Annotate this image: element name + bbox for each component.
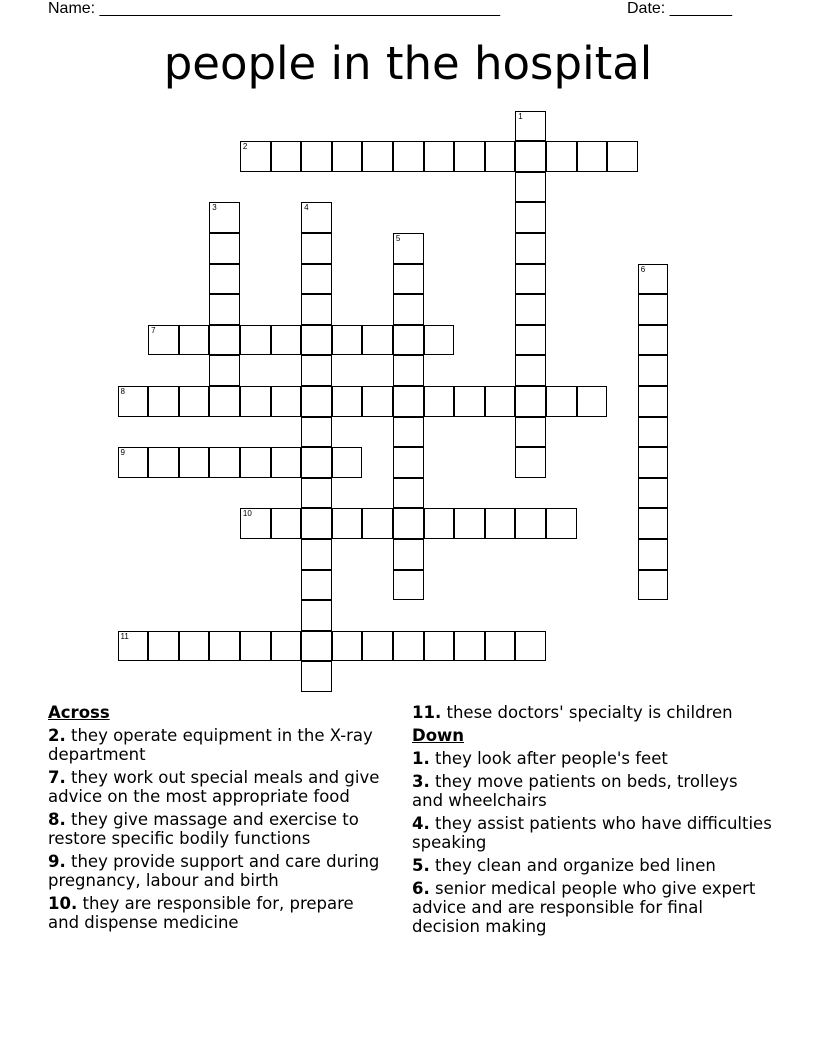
crossword-cell[interactable] <box>393 539 424 570</box>
clue-down-1 <box>412 749 772 768</box>
crossword-cell[interactable] <box>485 386 516 417</box>
clue-text: they move patients on beds, trolleys and wheelchairs <box>412 772 738 810</box>
crossword-cell[interactable] <box>638 539 669 570</box>
clue-number: 1. <box>412 749 430 768</box>
crossword-cell[interactable] <box>424 508 455 539</box>
cell-number: 4 <box>304 203 309 213</box>
crossword-cell[interactable] <box>546 141 577 172</box>
crossword-cell[interactable] <box>393 264 424 295</box>
down-clues <box>412 703 772 940</box>
crossword-cell[interactable] <box>118 386 149 417</box>
crossword-cell[interactable] <box>332 386 363 417</box>
crossword-cell[interactable] <box>638 508 669 539</box>
crossword-cell[interactable] <box>240 325 271 356</box>
crossword-cell[interactable] <box>454 386 485 417</box>
crossword-cell[interactable] <box>485 508 516 539</box>
crossword-cell[interactable] <box>271 508 302 539</box>
clue-number: 4. <box>412 814 430 833</box>
crossword-cell[interactable] <box>362 325 393 356</box>
crossword-cell[interactable] <box>301 417 332 448</box>
clue-text: they look after people's feet <box>435 749 668 768</box>
clue-across-9 <box>48 852 388 890</box>
clue-text: they are responsible for, prepare and dispense medicine <box>48 894 354 932</box>
crossword-cell[interactable] <box>515 355 546 386</box>
clue-across-2 <box>48 726 388 764</box>
clue-number: 7. <box>48 768 66 787</box>
crossword-cell[interactable] <box>301 386 332 417</box>
clue-across-7 <box>48 768 388 806</box>
crossword-cell[interactable] <box>515 111 546 142</box>
crossword-cell[interactable] <box>209 355 240 386</box>
crossword-cell[interactable] <box>607 141 638 172</box>
crossword-cell[interactable] <box>638 478 669 509</box>
crossword-cell[interactable] <box>546 386 577 417</box>
crossword-cell[interactable] <box>179 386 210 417</box>
crossword-cell[interactable] <box>240 141 271 172</box>
crossword-cell[interactable] <box>515 172 546 203</box>
crossword-cell[interactable] <box>209 264 240 295</box>
crossword-cell[interactable] <box>301 508 332 539</box>
cell-number: 7 <box>151 325 156 335</box>
clue-text: they give massage and exercise to restore specific bodily functions <box>48 810 359 848</box>
date-field: Date: _______ <box>627 0 732 17</box>
crossword-cell[interactable] <box>424 141 455 172</box>
crossword-cell[interactable] <box>209 325 240 356</box>
crossword-cell[interactable] <box>546 508 577 539</box>
crossword-cell[interactable] <box>362 508 393 539</box>
cell-number: 6 <box>640 264 646 274</box>
crossword-cell[interactable] <box>148 386 179 417</box>
crossword-cell[interactable] <box>301 355 332 386</box>
clue-number: 5. <box>412 856 430 875</box>
crossword-cell[interactable] <box>393 417 424 448</box>
crossword-cell[interactable] <box>393 294 424 325</box>
crossword-cell[interactable] <box>209 202 240 233</box>
crossword-cell[interactable] <box>332 141 363 172</box>
crossword-cell[interactable] <box>301 600 332 631</box>
cell-number: 8 <box>120 386 125 396</box>
crossword-cell[interactable] <box>638 447 669 478</box>
clue-number: 3. <box>412 772 430 791</box>
crossword-cell[interactable] <box>638 570 669 601</box>
crossword-cell[interactable] <box>179 447 210 478</box>
clue-down-3 <box>412 772 772 810</box>
crossword-cell[interactable] <box>240 447 271 478</box>
crossword-cell[interactable] <box>393 386 424 417</box>
crossword-cell[interactable] <box>515 202 546 233</box>
crossword-cell[interactable] <box>179 631 210 662</box>
crossword-cell[interactable] <box>515 386 546 417</box>
crossword-cell[interactable] <box>209 386 240 417</box>
crossword-cell[interactable] <box>424 631 455 662</box>
crossword-cell[interactable] <box>118 447 149 478</box>
crossword-cell[interactable] <box>209 447 240 478</box>
clue-across-8 <box>48 810 388 848</box>
crossword-cell[interactable] <box>240 631 271 662</box>
crossword-cell[interactable] <box>515 631 546 662</box>
crossword-cell[interactable] <box>515 447 546 478</box>
crossword-cell[interactable] <box>209 233 240 264</box>
crossword-cell[interactable] <box>577 141 608 172</box>
cell-number: 5 <box>395 233 401 243</box>
clue-text: senior medical people who give expert advice and are responsible for final decision making <box>412 879 756 936</box>
crossword-cell[interactable] <box>240 508 271 539</box>
crossword-cell[interactable] <box>424 325 455 356</box>
clue-number: 6. <box>412 879 430 898</box>
clue-number: 8. <box>48 810 66 829</box>
clue-text: they operate equipment in the X-ray department <box>48 726 373 764</box>
crossword-cell[interactable] <box>638 355 669 386</box>
cell-number: 11 <box>120 631 129 641</box>
crossword-cell[interactable] <box>301 447 332 478</box>
clue-down-4 <box>412 814 772 852</box>
crossword-cell[interactable] <box>301 631 332 662</box>
crossword-cell[interactable] <box>393 570 424 601</box>
header <box>48 0 748 20</box>
crossword-cell[interactable] <box>209 631 240 662</box>
crossword-cell[interactable] <box>148 631 179 662</box>
crossword-cell[interactable] <box>301 478 332 509</box>
clue-number: 10. <box>48 894 78 913</box>
crossword-cell[interactable] <box>271 325 302 356</box>
clue-text: they clean and organize bed linen <box>435 856 716 875</box>
crossword-cell[interactable] <box>362 141 393 172</box>
cell-number: 2 <box>242 142 248 152</box>
clue-text: these doctors' specialty is children <box>446 703 733 722</box>
crossword-cell[interactable] <box>515 294 546 325</box>
clue-down-5 <box>412 856 772 875</box>
clue-down-6 <box>412 879 772 936</box>
crossword-cell[interactable] <box>638 417 669 448</box>
crossword-cell[interactable] <box>393 447 424 478</box>
crossword-cell[interactable] <box>271 141 302 172</box>
crossword-cell[interactable] <box>240 386 271 417</box>
crossword-cell[interactable] <box>485 141 516 172</box>
crossword-cell[interactable] <box>301 661 332 692</box>
crossword-cell[interactable] <box>332 631 363 662</box>
crossword-cell[interactable] <box>301 570 332 601</box>
crossword-cell[interactable] <box>515 417 546 448</box>
clue-number: 9. <box>48 852 66 871</box>
crossword-cell[interactable] <box>362 631 393 662</box>
crossword-cell[interactable] <box>301 325 332 356</box>
crossword-cell[interactable] <box>332 447 363 478</box>
crossword-cell[interactable] <box>454 631 485 662</box>
crossword-cell[interactable] <box>393 478 424 509</box>
crossword-cell[interactable] <box>148 447 179 478</box>
crossword-cell[interactable] <box>179 325 210 356</box>
crossword-cell[interactable] <box>301 233 332 264</box>
cell-number: 10 <box>242 509 252 519</box>
clue-across-10 <box>48 894 388 932</box>
crossword-cell[interactable] <box>577 386 608 417</box>
crossword-cell[interactable] <box>638 294 669 325</box>
crossword-cell[interactable] <box>393 355 424 386</box>
crossword-cell[interactable] <box>301 264 332 295</box>
crossword-cell[interactable] <box>393 141 424 172</box>
clue-number: 2. <box>48 726 66 745</box>
crossword-cell[interactable] <box>393 508 424 539</box>
crossword-cell[interactable] <box>393 233 424 264</box>
crossword-cell[interactable] <box>301 294 332 325</box>
crossword-cell[interactable] <box>393 631 424 662</box>
cell-number: 1 <box>518 111 523 121</box>
clue-number: 11. <box>412 703 442 722</box>
clue-text: they work out special meals and give advice on the most appropriate food <box>48 768 380 806</box>
crossword-cell[interactable] <box>332 325 363 356</box>
clue-text: they assist patients who have difficulties speaking <box>412 814 772 852</box>
clue-across-11 <box>412 703 772 722</box>
page-title: people in the hospital <box>163 37 653 90</box>
name-field: Name: _____________________________________________ <box>48 0 500 17</box>
across-clues <box>48 703 388 936</box>
cell-number: 3 <box>212 203 217 213</box>
crossword-cell[interactable] <box>638 325 669 356</box>
crossword-cell[interactable] <box>454 141 485 172</box>
crossword-cell[interactable] <box>332 508 363 539</box>
crossword-cell[interactable] <box>301 539 332 570</box>
crossword-cell[interactable] <box>515 264 546 295</box>
crossword-cell[interactable] <box>485 631 516 662</box>
crossword-cell[interactable] <box>393 325 424 356</box>
crossword-cell[interactable] <box>301 202 332 233</box>
cell-number: 9 <box>120 448 125 458</box>
crossword-cell[interactable] <box>424 386 455 417</box>
crossword-cell[interactable] <box>271 447 302 478</box>
crossword-cell[interactable] <box>454 508 485 539</box>
crossword-cell[interactable] <box>209 294 240 325</box>
crossword-cell[interactable] <box>271 631 302 662</box>
crossword-cell[interactable] <box>301 141 332 172</box>
crossword-cell[interactable] <box>515 141 546 172</box>
crossword-cell[interactable] <box>362 386 393 417</box>
crossword-cell[interactable] <box>271 386 302 417</box>
crossword-cell[interactable] <box>638 264 669 295</box>
across-heading: Across <box>48 703 110 722</box>
clue-text: they provide support and care during pregnancy, labour and birth <box>48 852 380 890</box>
crossword-cell[interactable] <box>638 386 669 417</box>
crossword-cell[interactable] <box>515 233 546 264</box>
down-heading: Down <box>412 726 465 745</box>
crossword-cell[interactable] <box>148 325 179 356</box>
crossword-cell[interactable] <box>515 508 546 539</box>
crossword-cell[interactable] <box>515 325 546 356</box>
crossword-cell[interactable] <box>118 631 149 662</box>
